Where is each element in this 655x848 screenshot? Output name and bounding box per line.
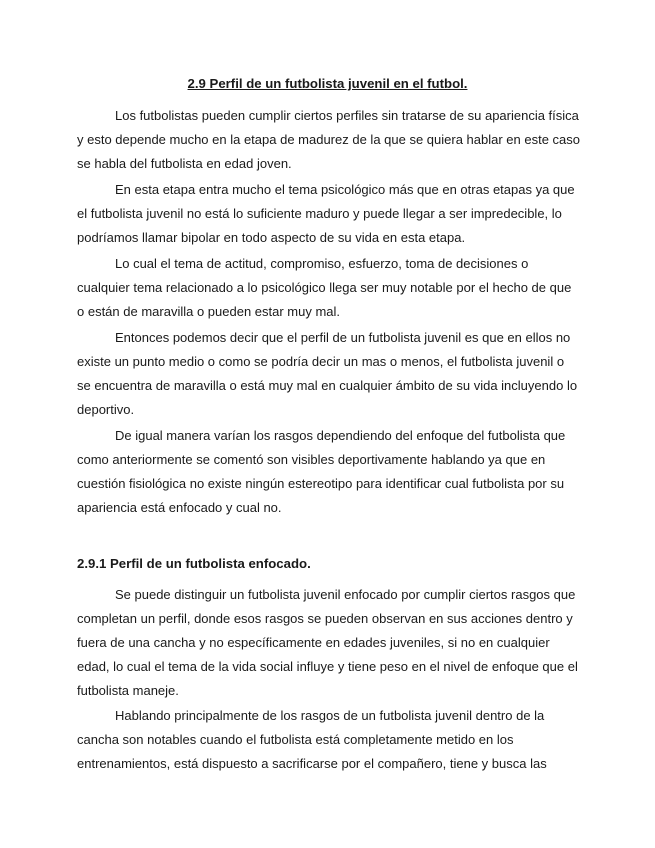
paragraph-2: En esta etapa entra mucho el tema psicológico más que en otras etapas ya que el futbolista juvenil no está lo suficiente maduro y puede llegar a ser impredecible, lo podríamos llamar bipolar en todo aspecto de su vida en esta etapa.: [77, 182, 575, 245]
paragraph-3: Lo cual el tema de actitud, compromiso, esfuerzo, toma de decisiones o cualquier tema relacionado a lo psicológico llega ser muy notable por el hecho de que o están de maravilla o pueden estar muy mal.: [77, 256, 572, 319]
paragraph-1: Los futbolistas pueden cumplir ciertos perfiles sin tratarse de su apariencia física y esto depende mucho en la etapa de madurez de la que se quiera hablar en este caso se habla del futbolista en edad joven.: [77, 108, 581, 171]
paragraph-5: De igual manera varían los rasgos dependiendo del enfoque del futbolista que como anteriormente se comentó son visibles deportivamente hablando ya que en cuestión fisiológica no existe ningún estereotipo para identificar cual futbolista por su apariencia está enfocado y cual no.: [77, 428, 566, 515]
subsection-paragraph-1: Se puede distinguir un futbolista juvenil enfocado por cumplir ciertos rasgos que completan un perfil, donde esos rasgos se pueden observan en sus acciones dentro y fuera de una cancha y no específicamente en edades juveniles, si no en cualquier edad, lo cual el tema de la vida social influye y tiene peso en el nivel de enfoque que el futbolista maneje.: [77, 587, 578, 698]
subsection-title: 2.9.1 Perfil de un futbolista enfocado.: [77, 556, 311, 571]
subsection-paragraph-2: Hablando principalmente de los rasgos de un futbolista juvenil dentro de la cancha son notables cuando el futbolista está completamente metido en los entrenamientos, está dispuesto a sacrificarse por el compañero, tiene y busca las: [77, 708, 547, 771]
paragraph-4: Entonces podemos decir que el perfil de un futbolista juvenil es que en ellos no existe un punto medio o como se podría decir un mas o menos, el futbolista juvenil o se encuentra de maravilla o está muy mal en cualquier ámbito de su vida incluyendo lo deportivo.: [77, 330, 578, 417]
section-title: 2.9 Perfil de un futbolista juvenil en el futbol.: [187, 76, 468, 91]
